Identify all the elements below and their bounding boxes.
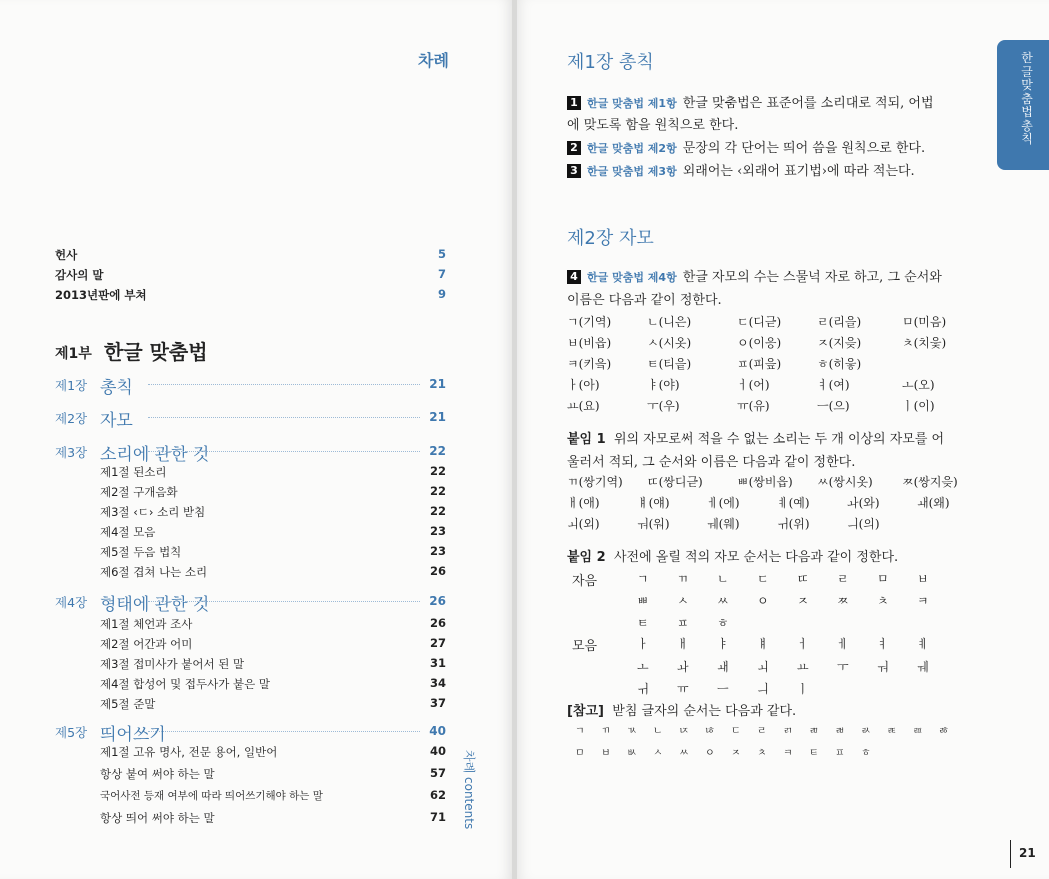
toc-section-page: 71 bbox=[429, 810, 446, 824]
rule-text: 한글 자모의 수는 스물넉 자로 하고, 그 순서와 bbox=[682, 270, 942, 285]
toc-section-page: 22 bbox=[429, 504, 446, 518]
final-consonant-cell: ㄼ bbox=[835, 726, 845, 737]
chapter-2-heading: 제2장 자모 bbox=[567, 228, 654, 249]
jamo-cell: ㅏ(아) bbox=[567, 378, 600, 392]
toc-chapter-page: 21 bbox=[429, 377, 446, 391]
vowel-cell: ㅗ bbox=[637, 660, 649, 674]
rule-1-cont: 에 맞도록 함을 원칙으로 한다. bbox=[567, 118, 739, 133]
final-consonant-cell: ㄶ bbox=[705, 726, 715, 737]
final-consonant-cell: ㄿ bbox=[913, 726, 923, 737]
consonant-cell: ㅅ bbox=[677, 594, 689, 608]
vowel-cell: ㅜ bbox=[837, 660, 849, 674]
final-consonant-cell: ㅇ bbox=[705, 748, 715, 759]
toc-chapter-prefix: 제4장 bbox=[55, 595, 88, 610]
vowel-cell: ㅚ bbox=[757, 660, 769, 674]
final-consonant-cell: ㄺ bbox=[783, 726, 793, 737]
toc-section-title: 제3절 접미사가 붙어서 된 말 bbox=[100, 657, 245, 671]
vowel-cell: ㅓ bbox=[797, 637, 809, 651]
jamo-cell: ㅛ(요) bbox=[567, 399, 600, 413]
toc-section-page: 22 bbox=[429, 484, 446, 498]
consonant-cell: ㅁ bbox=[877, 572, 889, 586]
double-jamo-cell: ㅔ(에) bbox=[707, 496, 740, 510]
note-label: 붙임 2 bbox=[567, 550, 606, 565]
jamo-cell: ㅣ(이) bbox=[902, 399, 935, 413]
toc-front-matter-page: 7 bbox=[437, 267, 446, 281]
rule-label: 한글 맞춤법 제4항 bbox=[587, 271, 677, 284]
consonant-cell: ㄱ bbox=[637, 572, 649, 586]
consonant-cell: ㅇ bbox=[757, 594, 769, 608]
toc-section-page: 57 bbox=[429, 766, 446, 780]
rule-text: 문장의 각 단어는 띄어 씀을 원칙으로 한다. bbox=[682, 141, 926, 156]
part-prefix: 제1부 bbox=[55, 346, 92, 362]
toc-section-title: 항상 띄어 써야 하는 말 bbox=[100, 811, 215, 825]
toc-section-page: 31 bbox=[429, 656, 446, 670]
final-consonant-cell: ㅁ bbox=[575, 748, 585, 759]
consonant-cell: ㄹ bbox=[837, 572, 849, 586]
note-label: 붙임 1 bbox=[567, 432, 606, 447]
toc-title: 차례 bbox=[418, 51, 449, 70]
jamo-cell: ㅌ(티읕) bbox=[647, 357, 692, 371]
double-jamo-cell: ㅚ(외) bbox=[567, 517, 600, 531]
toc-section-title: 제5절 두음 법칙 bbox=[100, 545, 182, 559]
section-tab-label: 한글 맞춤법 총칙 bbox=[1021, 51, 1033, 146]
consonant-cell: ㅊ bbox=[877, 594, 889, 608]
vowel-cell: ㅖ bbox=[917, 637, 929, 651]
vowel-cell: ㅢ bbox=[757, 682, 769, 696]
page-number-box bbox=[1010, 840, 1043, 868]
final-consonant-cell: ㅅ bbox=[653, 748, 663, 759]
vowel-cell: ㅡ bbox=[717, 682, 729, 696]
toc-dot-leader bbox=[148, 384, 420, 385]
toc-front-matter-title: 2013년판에 부쳐 bbox=[55, 288, 147, 302]
vowel-cell: ㅕ bbox=[877, 637, 889, 651]
consonant-cell: ㅌ bbox=[637, 616, 649, 630]
reference-label: [참고] bbox=[567, 704, 604, 719]
toc-front-matter-title: 헌사 bbox=[55, 248, 78, 262]
toc-dot-leader bbox=[148, 451, 420, 452]
jamo-cell: ㅗ(오) bbox=[902, 378, 935, 392]
final-consonant-cell: ㅀ bbox=[939, 726, 949, 737]
consonant-cell: ㄴ bbox=[717, 572, 729, 586]
rule-3 bbox=[567, 160, 915, 179]
toc-chapter-title: 총칙 bbox=[100, 378, 133, 398]
rule-text: 한글 맞춤법은 표준어를 소리대로 적되, 어법 bbox=[682, 96, 934, 111]
jamo-cell: ㄷ(디귿) bbox=[737, 315, 782, 329]
rule-label: 한글 맞춤법 제3항 bbox=[587, 165, 677, 178]
vowel-cell: ㅒ bbox=[757, 637, 769, 651]
toc-section-page: 22 bbox=[429, 464, 446, 478]
toc-chapter-prefix: 제1장 bbox=[55, 378, 88, 393]
double-jamo-cell: ㅒ(얘) bbox=[637, 496, 670, 510]
note-2 bbox=[567, 546, 898, 565]
jamo-cell: ㄹ(리을) bbox=[817, 315, 862, 329]
toc-chapter-page: 22 bbox=[429, 444, 446, 458]
double-jamo-cell: ㅞ(웨) bbox=[707, 517, 740, 531]
jamo-cell: ㅈ(지읒) bbox=[817, 336, 862, 350]
final-consonant-cell: ㅌ bbox=[809, 748, 819, 759]
double-jamo-cell: ㅆ(쌍시옷) bbox=[817, 475, 873, 489]
vowel-cell: ㅏ bbox=[637, 637, 649, 651]
final-consonant-cell: ㅊ bbox=[757, 748, 767, 759]
rule-4 bbox=[567, 266, 942, 285]
toc-section-page: 62 bbox=[429, 788, 446, 802]
toc-chapter-title: 자모 bbox=[100, 411, 133, 431]
toc-dot-leader bbox=[148, 417, 420, 418]
rule-text: 외래어는 ‹외래어 표기법›에 따라 적는다. bbox=[682, 164, 915, 179]
consonant-cell: ㅆ bbox=[717, 594, 729, 608]
final-consonant-cell: ㄾ bbox=[887, 726, 897, 737]
jamo-cell: ㅠ(유) bbox=[737, 399, 770, 413]
double-jamo-cell: ㅐ(애) bbox=[567, 496, 600, 510]
rule-number-badge: 4 bbox=[567, 270, 581, 284]
chapter-1-heading: 제1장 총칙 bbox=[567, 52, 654, 73]
jamo-cell: ㅇ(이응) bbox=[737, 336, 782, 350]
consonant-cell: ㅂ bbox=[917, 572, 929, 586]
right-page bbox=[517, 0, 1049, 879]
toc-section-title: 제2절 구개음화 bbox=[100, 485, 178, 499]
jamo-cell: ㅎ(히읗) bbox=[817, 357, 862, 371]
toc-section-title: 제2절 어간과 어미 bbox=[100, 637, 193, 651]
final-consonant-cell: ㄴ bbox=[653, 726, 663, 737]
toc-section-page: 26 bbox=[429, 564, 446, 578]
left-page bbox=[0, 0, 512, 879]
toc-section-title: 제1절 고유 명사, 전문 용어, 일반어 bbox=[100, 745, 278, 759]
toc-chapter-title: 형태에 관한 것 bbox=[100, 595, 210, 615]
jamo-cell: ㅅ(시옷) bbox=[647, 336, 692, 350]
toc-section-title: 제4절 합성어 및 접두사가 붙은 말 bbox=[100, 677, 271, 691]
rule-number-badge: 3 bbox=[567, 164, 581, 178]
double-jamo-cell: ㅢ(의) bbox=[847, 517, 880, 531]
rule-label: 한글 맞춤법 제1항 bbox=[587, 97, 677, 110]
note-1-cont: 울러서 적되, 그 순서와 이름은 다음과 같이 정한다. bbox=[567, 455, 856, 470]
consonant-cell: ㄲ bbox=[677, 572, 689, 586]
toc-section-page: 27 bbox=[429, 636, 446, 650]
rule-2 bbox=[567, 137, 925, 156]
final-consonant-cell: ㄻ bbox=[809, 726, 819, 737]
final-consonant-cell: ㄽ bbox=[861, 726, 871, 737]
jamo-cell: ㅜ(우) bbox=[647, 399, 680, 413]
final-consonant-cell: ㄹ bbox=[757, 726, 767, 737]
double-jamo-cell: ㅟ(위) bbox=[777, 517, 810, 531]
toc-chapter-page: 26 bbox=[429, 594, 446, 608]
toc-front-matter-page: 5 bbox=[437, 247, 446, 261]
note-text: 위의 자모로써 적을 수 없는 소리는 두 개 이상의 자모를 어 bbox=[613, 432, 945, 447]
toc-section-title: 제3절 ‹ㄷ› 소리 받침 bbox=[100, 505, 206, 519]
toc-chapter-page: 40 bbox=[429, 724, 446, 738]
final-consonant-cell: ㅂ bbox=[601, 748, 611, 759]
final-consonant-cell: ㄱ bbox=[575, 726, 585, 737]
rule-4-cont: 이름은 다음과 같이 정한다. bbox=[567, 293, 722, 308]
toc-section-page: 23 bbox=[429, 524, 446, 538]
vowel-cell: ㅟ bbox=[637, 682, 649, 696]
final-consonant-cell: ㅈ bbox=[731, 748, 741, 759]
jamo-cell: ㅓ(어) bbox=[737, 378, 770, 392]
toc-chapter-title: 소리에 관한 것 bbox=[100, 445, 210, 465]
toc-section-title: 제6절 겹쳐 나는 소리 bbox=[100, 565, 208, 579]
double-jamo-cell: ㅝ(워) bbox=[637, 517, 670, 531]
toc-section-page: 37 bbox=[429, 696, 446, 710]
toc-section-title: 제5절 준말 bbox=[100, 697, 156, 711]
vowel-cell: ㅘ bbox=[677, 660, 689, 674]
final-consonant-cell: ㄳ bbox=[627, 726, 637, 737]
vowel-cell: ㅠ bbox=[677, 682, 689, 696]
final-consonant-cell: ㄵ bbox=[679, 726, 689, 737]
consonant-cell: ㅃ bbox=[637, 594, 649, 608]
consonant-cell: ㅋ bbox=[917, 594, 929, 608]
toc-section-page: 40 bbox=[429, 744, 446, 758]
toc-front-matter-title: 감사의 말 bbox=[55, 268, 104, 282]
toc-section-title: 제4절 모음 bbox=[100, 525, 156, 539]
double-jamo-cell: ㅉ(쌍지읒) bbox=[902, 475, 958, 489]
toc-section-page: 34 bbox=[429, 676, 446, 690]
toc-chapter-prefix: 제5장 bbox=[55, 725, 88, 740]
jamo-cell: ㄴ(니은) bbox=[647, 315, 692, 329]
jamo-cell: ㄱ(기역) bbox=[567, 315, 612, 329]
jamo-cell: ㅍ(피읖) bbox=[737, 357, 782, 371]
final-consonant-cell: ㄲ bbox=[601, 726, 611, 737]
jamo-cell: ㅋ(키읔) bbox=[567, 357, 612, 371]
spine-label: 차례 contents bbox=[462, 750, 476, 830]
consonant-label: 자음 bbox=[572, 574, 598, 589]
double-jamo-cell: ㅙ(왜) bbox=[917, 496, 950, 510]
consonant-cell: ㅉ bbox=[837, 594, 849, 608]
jamo-cell: ㅕ(여) bbox=[817, 378, 850, 392]
final-consonant-cell: ㅆ bbox=[679, 748, 689, 759]
page-number: 21 bbox=[1019, 846, 1036, 860]
final-consonant-cell: ㅄ bbox=[627, 748, 637, 759]
toc-dot-leader bbox=[148, 731, 420, 732]
toc-chapter-prefix: 제3장 bbox=[55, 445, 88, 460]
vowel-label: 모음 bbox=[572, 639, 598, 654]
reference-text: 받침 글자의 순서는 다음과 같다. bbox=[612, 704, 797, 719]
part-title: 한글 맞춤법 bbox=[104, 340, 208, 364]
toc-section-page: 23 bbox=[429, 544, 446, 558]
jamo-cell: ㅂ(비읍) bbox=[567, 336, 612, 350]
note-text: 사전에 올릴 적의 자모 순서는 다음과 같이 정한다. bbox=[613, 550, 899, 565]
double-jamo-cell: ㅖ(예) bbox=[777, 496, 810, 510]
final-consonant-cell: ㄷ bbox=[731, 726, 741, 737]
jamo-cell: ㅡ(으) bbox=[817, 399, 850, 413]
toc-chapter-title: 띄어쓰기 bbox=[100, 725, 166, 745]
final-consonant-cell: ㅎ bbox=[861, 748, 871, 759]
rule-1 bbox=[567, 92, 934, 111]
double-jamo-cell: ㄲ(쌍기역) bbox=[567, 475, 623, 489]
toc-section-title: 국어사전 등재 여부에 따라 띄어쓰기해야 하는 말 bbox=[100, 790, 323, 802]
consonant-cell: ㄷ bbox=[757, 572, 769, 586]
note-1 bbox=[567, 428, 944, 447]
toc-chapter-prefix: 제2장 bbox=[55, 411, 88, 426]
vowel-cell: ㅝ bbox=[877, 660, 889, 674]
toc-dot-leader bbox=[148, 601, 420, 602]
rule-number-badge: 1 bbox=[567, 96, 581, 110]
toc-section-title: 항상 붙여 써야 하는 말 bbox=[100, 767, 215, 781]
jamo-cell: ㅊ(치읓) bbox=[902, 336, 947, 350]
double-jamo-cell: ㅃ(쌍비읍) bbox=[737, 475, 793, 489]
rule-number-badge: 2 bbox=[567, 141, 581, 155]
toc-section-title: 제1절 체언과 조사 bbox=[100, 617, 193, 631]
consonant-cell: ㄸ bbox=[797, 572, 809, 586]
jamo-cell: ㅑ(야) bbox=[647, 378, 680, 392]
toc-chapter-page: 21 bbox=[429, 410, 446, 424]
consonant-cell: ㅍ bbox=[677, 616, 689, 630]
double-jamo-cell: ㅘ(와) bbox=[847, 496, 880, 510]
vowel-cell: ㅑ bbox=[717, 637, 729, 651]
reference-note bbox=[567, 700, 796, 719]
vowel-cell: ㅞ bbox=[917, 660, 929, 674]
vowel-cell: ㅔ bbox=[837, 637, 849, 651]
jamo-cell: ㅁ(미음) bbox=[902, 315, 947, 329]
vowel-cell: ㅣ bbox=[797, 682, 809, 696]
consonant-cell: ㅎ bbox=[717, 616, 729, 630]
vowel-cell: ㅙ bbox=[717, 660, 729, 674]
final-consonant-cell: ㅋ bbox=[783, 748, 793, 759]
vowel-cell: ㅛ bbox=[797, 660, 809, 674]
toc-front-matter-page: 9 bbox=[437, 287, 446, 301]
rule-label: 한글 맞춤법 제2항 bbox=[587, 142, 677, 155]
double-jamo-cell: ㄸ(쌍디귿) bbox=[647, 475, 703, 489]
final-consonant-cell: ㅍ bbox=[835, 748, 845, 759]
consonant-cell: ㅈ bbox=[797, 594, 809, 608]
toc-section-page: 26 bbox=[429, 616, 446, 630]
vowel-cell: ㅐ bbox=[677, 637, 689, 651]
toc-section-title: 제1절 된소리 bbox=[100, 465, 167, 479]
